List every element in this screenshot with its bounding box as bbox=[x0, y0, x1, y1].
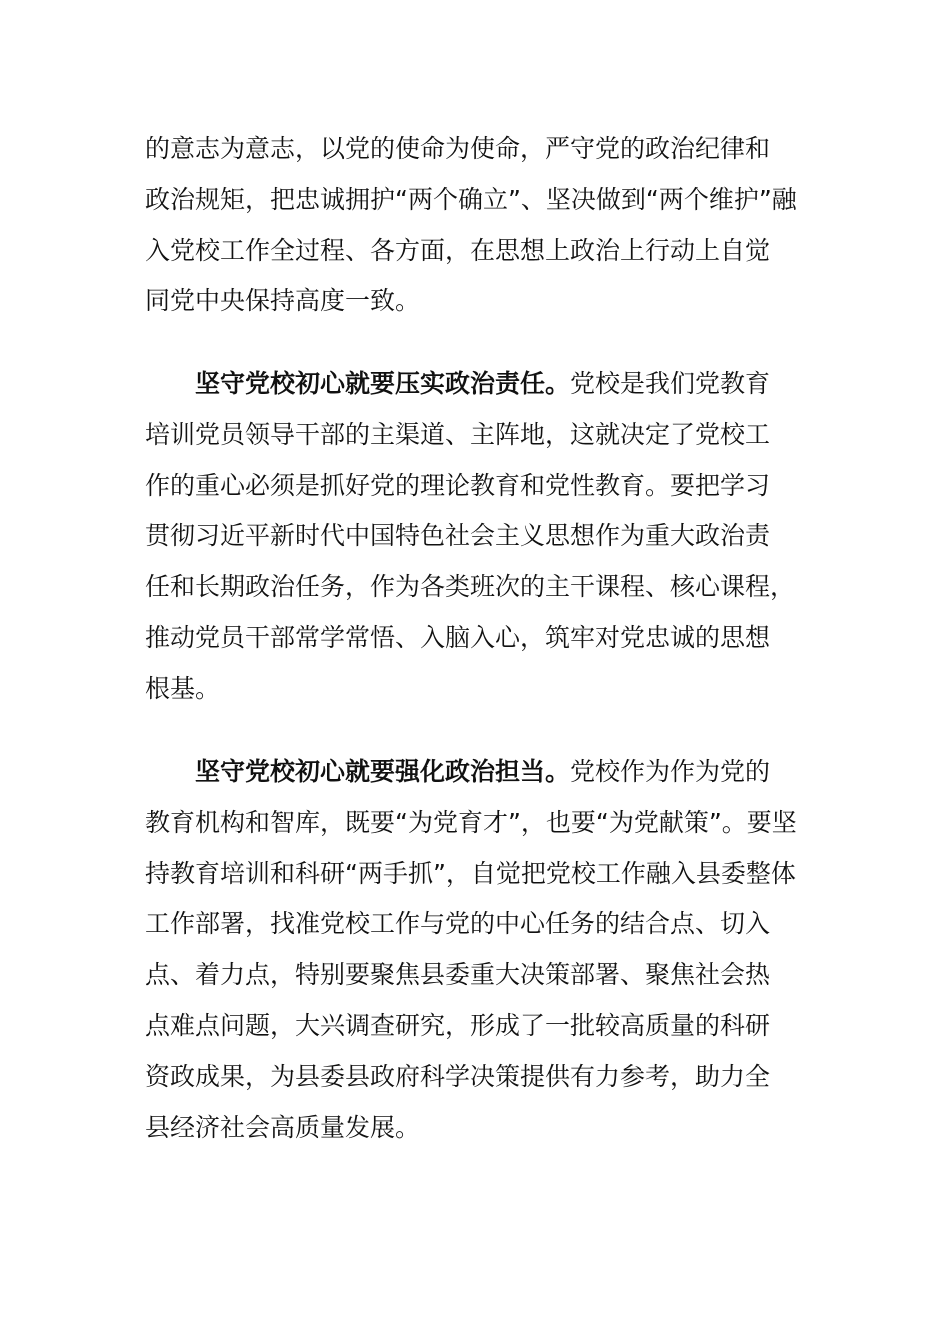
paragraph-lead-text: 党校作为作为党的 bbox=[570, 757, 771, 786]
paragraph-first-line bbox=[145, 747, 805, 798]
text-line: 教育机构和智库，既要“为党育才”，也要“为党献策”。要坚 bbox=[145, 807, 797, 837]
paragraph-lead-text: 党校是我们党教育 bbox=[570, 369, 771, 398]
paragraph-heading: 坚守党校初心就要压实政治责任。 bbox=[195, 369, 571, 398]
text-line: 点、着力点，特别要聚焦县委重大决策部署、聚焦社会热 bbox=[145, 960, 771, 990]
text-line: 点难点问题，大兴调查研究，形成了一批较高质量的科研 bbox=[145, 1010, 771, 1040]
paragraph-political-loyalty bbox=[145, 124, 805, 327]
paragraph-heading: 坚守党校初心就要强化政治担当。 bbox=[195, 757, 571, 786]
text-line: 县经济社会高质量发展。 bbox=[145, 1112, 421, 1142]
text-line: 资政成果，为县委县政府科学决策提供有力参考，助力全 bbox=[145, 1061, 771, 1091]
text-line: 政治规矩，把忠诚拥护“两个确立”、坚决做到“两个维护”融 bbox=[145, 184, 797, 214]
text-line: 任和长期政治任务，作为各类班次的主干课程、核心课程， bbox=[145, 572, 796, 602]
text-line: 入党校工作全过程、各方面，在思想上政治上行动上自觉 bbox=[145, 235, 771, 265]
text-line: 作的重心必须是抓好党的理论教育和党性教育。要把学习 bbox=[145, 470, 771, 500]
text-line: 持教育培训和科研“两手抓”，自觉把党校工作融入县委整体 bbox=[145, 858, 796, 888]
paragraph-political-responsibility bbox=[145, 359, 805, 715]
paragraph-first-line bbox=[145, 359, 805, 410]
text-line: 同党中央保持高度一致。 bbox=[145, 286, 421, 316]
text-line: 推动党员干部常学常悟、入脑入心，筑牢对党忠诚的思想 bbox=[145, 622, 771, 652]
text-line: 的意志为意志，以党的使命为使命，严守党的政治纪律和 bbox=[145, 134, 771, 163]
text-line: 工作部署，找准党校工作与党的中心任务的结合点、切入 bbox=[145, 909, 771, 939]
text-line: 培训党员领导干部的主渠道、主阵地，这就决定了党校工 bbox=[145, 419, 771, 449]
text-line: 根基。 bbox=[145, 673, 221, 703]
text-line: 贯彻习近平新时代中国特色社会主义思想作为重大政治责 bbox=[145, 521, 771, 551]
paragraph-political-commitment bbox=[145, 747, 805, 1153]
